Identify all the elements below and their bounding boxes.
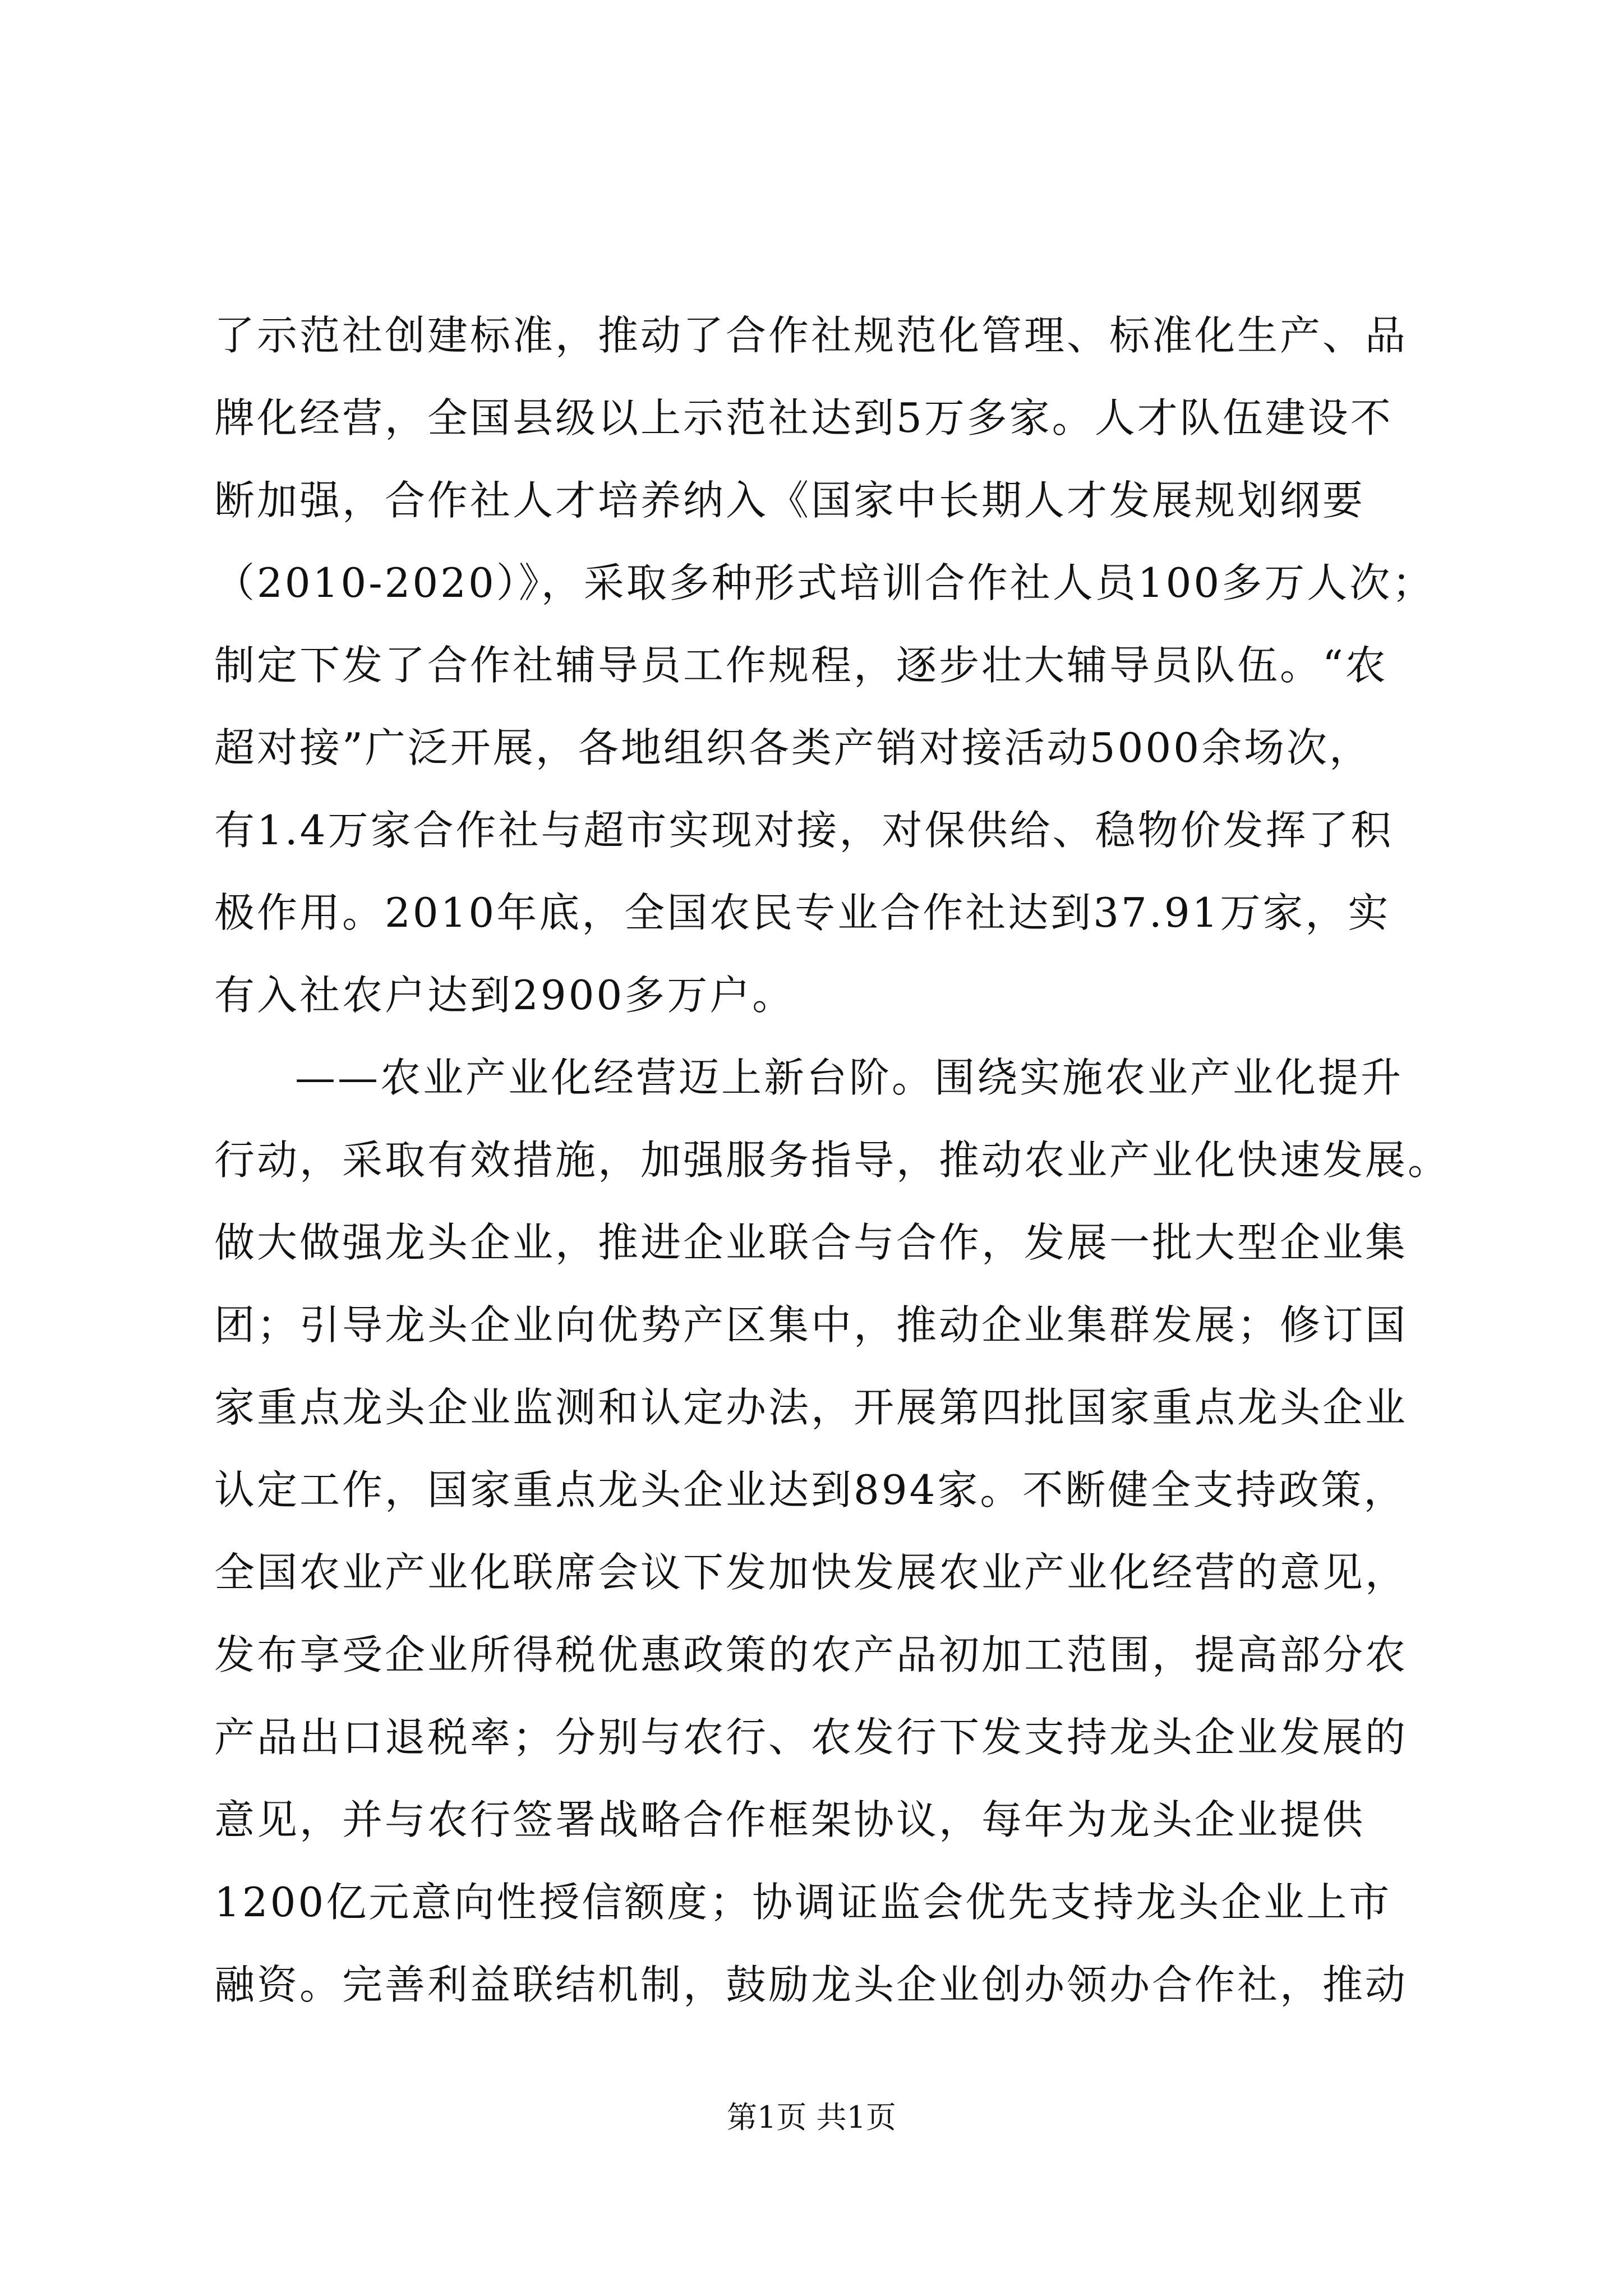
page-footer xyxy=(0,2098,1623,2137)
text-line: （2010-2020）》，采取多种形式培训合作社人员100多万人次； xyxy=(214,559,1435,606)
text-line: 有1.4万家合作社与超市实现对接，对保供给、稳物价发挥了积 xyxy=(214,807,1394,854)
text-line: 有入社农户达到2900多万户。 xyxy=(214,972,795,1019)
text-line: 意见，并与农行签署战略合作框架协议，每年为龙头企业提供 xyxy=(214,1796,1366,1843)
text-line: 极作用。2010年底，全国农民专业合作社达到37.91万家，实 xyxy=(214,889,1391,936)
body-text xyxy=(214,295,1451,2026)
text-line: 认定工作，国家重点龙头企业达到894家。不断健全支持政策， xyxy=(214,1466,1407,1513)
text-line: 制定下发了合作社辅导员工作规程，逐步壮大辅导员队伍。“农 xyxy=(214,642,1388,689)
text-line: 做大做强龙头企业，推进企业联合与合作，发展一批大型企业集 xyxy=(214,1219,1408,1266)
text-line: 牌化经营，全国县级以上示范社达到5万多家。人才队伍建设不 xyxy=(214,394,1393,441)
text-line: 全国农业产业化联席会议下发加快发展农业产业化经营的意见， xyxy=(214,1549,1408,1596)
text-line: 了示范社创建标准，推动了合作社规范化管理、标准化生产、品 xyxy=(214,312,1408,359)
page-number-label: 第1页 共1页 xyxy=(727,2100,896,2135)
text-line: 1200亿元意向性授信额度；协调证监会优先支持龙头企业上市 xyxy=(214,1879,1392,1926)
text-line: 团；引导龙头企业向优势产区集中，推动企业集群发展；修订国 xyxy=(214,1301,1408,1349)
text-line: 产品出口退税率；分别与农行、农发行下发支持龙头企业发展的 xyxy=(214,1714,1408,1761)
text-line: 融资。完善利益联结机制，鼓励龙头企业创办领办合作社，推动 xyxy=(214,1961,1408,2008)
text-line: 断加强，合作社人才培养纳入《国家中长期人才发展规划纲要 xyxy=(214,477,1366,524)
text-line: 行动，采取有效措施，加强服务指导，推动农业产业化快速发展。 xyxy=(214,1137,1451,1184)
paragraph-start-line: ——农业产业化经营迈上新台阶。围绕实施农业产业化提升 xyxy=(295,1054,1404,1101)
text-line: 发布享受企业所得税优惠政策的农产品初加工范围，提高部分农 xyxy=(214,1631,1408,1678)
text-line: 超对接”广泛开展，各地组织各类产销对接活动5000余场次， xyxy=(214,724,1372,771)
text-line: 家重点龙头企业监测和认定办法，开展第四批国家重点龙头企业 xyxy=(214,1384,1408,1431)
